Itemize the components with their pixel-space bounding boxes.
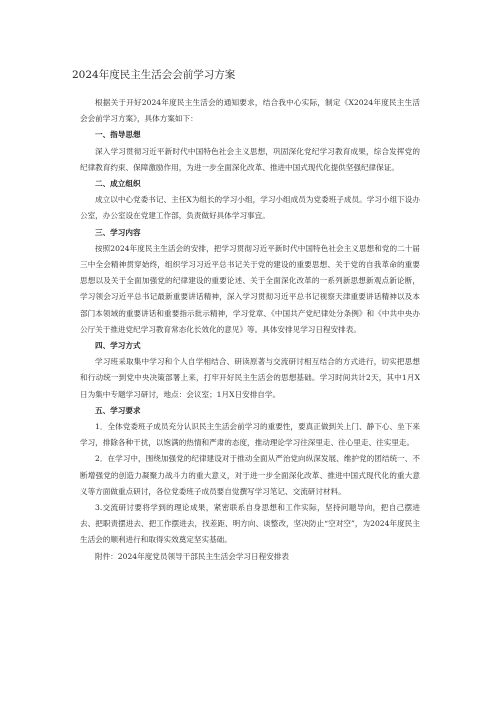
page-title: 2024年度民主生活会会前学习方案	[72, 69, 236, 81]
section-paragraph: 学习班采取集中学习和个人自学相结合、研读原著与交流研讨相互结合的方式进行，切实把思想和行动统一到党中央决策部署上来，打牢开好民主生活会的思想基础。学习时间共计2天，其中1月X日为集中专题学习研讨，地点：会议室；1月X日安排自学。	[80, 357, 420, 399]
section-paragraph: 按照2024年度民主生活会的安排，把学习贯彻习近平新时代中国特色社会主义思想和党的二十届三中全会精神贯穿始终，组织学习习近平总书记关于党的建设的重要思想、关于党的自我革命的重要思想以及关于全面加强党的纪律建设的重要论述、关于全面深化改革的一系列新思想新观点新论断，学习领会习近平总书记最新重要讲话精神，深入学习贯彻习近平总书记视察天津重要讲话精神以及本部门本领域的重要讲话和重要指示批示精神，学习党章、《中国共产党纪律处分条例》和《中共中央办公厅关于推进党纪学习教育常态化长效化的意见》等。具体安排见学习日程安排表。	[80, 243, 420, 334]
section-heading-study-content: 三、学习内容	[95, 227, 141, 237]
section-heading-guiding-ideology: 一、指导思想	[95, 130, 141, 140]
requirement-item: 2．在学习中，围绕加强党的纪律建设对于推动全面从严治党向纵深发展、维护党的团结统一、不断增强党的创造力凝聚力战斗力的重大意义，对于进一步全面深化改革、推进中国式现代化的重大意义等方面做重点研讨，各位党委班子成员要自觉撰写学习笔记、交流研讨材料。	[80, 454, 420, 496]
intro-paragraph: 根据关于开好2024年度民主生活会的通知要求，结合我中心实际，制定《X2024年度民主生活会会前学习方案》，具体方案如下：	[80, 98, 420, 124]
document-body	[80, 95, 420, 565]
section-heading-study-requirements: 五、学习要求	[95, 405, 141, 415]
section-heading-organization: 二、成立组织	[95, 179, 141, 189]
requirement-item: 1．全体党委班子成员充分认识民主生活会前学习的重要性，要真正做到关上门、静下心、坐下来学习，排除各种干扰，以饱满的热情和严肃的态度，推动理论学习往深里走、往心里走、往实里走。	[80, 422, 420, 448]
section-heading-study-method: 四、学习方式	[95, 341, 141, 351]
section-paragraph: 深入学习贯彻习近平新时代中国特色社会主义思想，巩固深化党纪学习教育成果，综合发挥党的纪律教育约束、保障激励作用，为进一步全面深化改革、推进中国式现代化提供坚强纪律保证。	[80, 146, 420, 172]
requirement-item: 3.交流研讨要将学到的理论成果，紧密联系自身思想和工作实际，坚持问题导向，把自己摆进去、把职责摆进去、把工作摆进去，找差距、明方向、谈整改，坚决防止“空对空”，为2024年度民主生活会的顺利进行和取得实效奠定坚实基础。	[80, 503, 420, 545]
section-paragraph: 成立以中心党委书记、主任X为组长的学习小组，学习小组成员为党委班子成员。学习小组下设办公室，办公室设在党建工作部，负责做好具体学习事宜。	[80, 195, 420, 221]
attachment-note: 附件：2024年度党员领导干部民主生活会学习日程安排表	[95, 551, 289, 561]
